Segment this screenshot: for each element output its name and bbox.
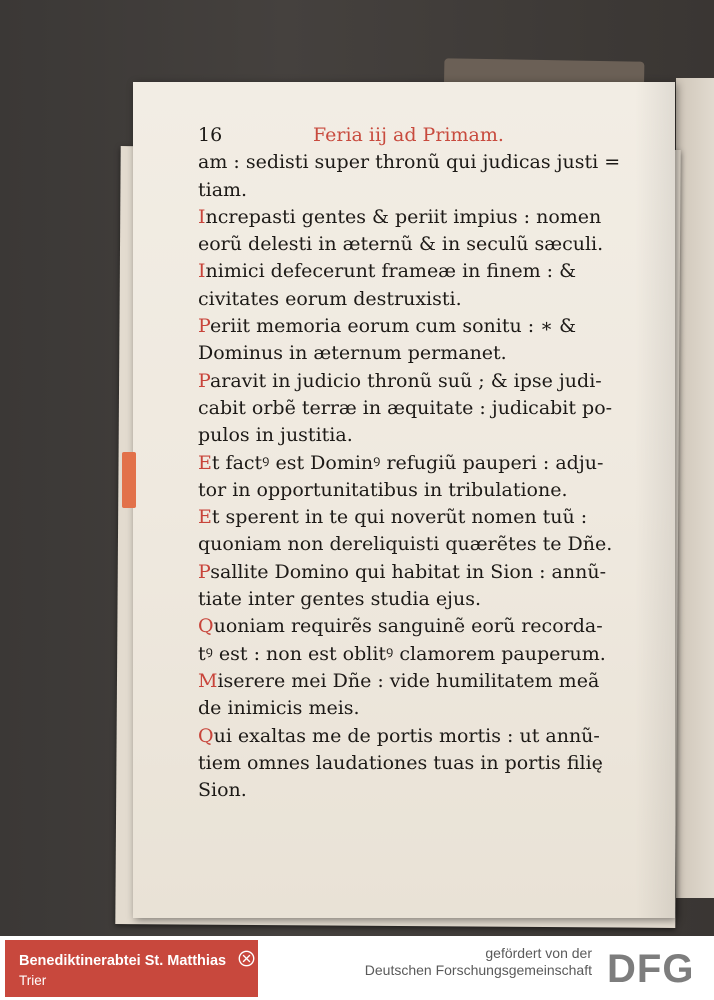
page-header xyxy=(198,122,650,149)
rubricated-initial: M xyxy=(198,669,218,692)
rubricated-initial: P xyxy=(198,315,210,338)
text-line xyxy=(198,777,650,804)
funding-line-2: Deutschen Forschungsgemeinschaft xyxy=(364,962,592,978)
text-line xyxy=(198,613,650,640)
rubricated-initial: E xyxy=(198,451,212,474)
text-line xyxy=(198,422,650,449)
text-line xyxy=(198,286,650,313)
institution-box[interactable] xyxy=(5,940,258,997)
rubricated-initial: E xyxy=(198,506,212,529)
line-text: am : sedisti super thronũ qui judicas justi = xyxy=(198,151,621,174)
text-line xyxy=(198,723,650,750)
line-text: ui exaltas me de portis mortis : ut annũ- xyxy=(213,724,600,747)
page-number: 16 xyxy=(198,124,223,146)
rubricated-initial: Q xyxy=(198,615,214,638)
text-line xyxy=(198,340,650,367)
rubricated-initial: I xyxy=(198,260,206,283)
line-text: de inimicis meis. xyxy=(198,697,360,720)
text-lines xyxy=(198,149,650,804)
text-line xyxy=(198,313,650,340)
line-text: t sperent in te qui noverũt nomen tuũ : xyxy=(211,506,588,529)
text-line xyxy=(198,559,650,586)
dfg-logo[interactable]: DFG xyxy=(607,947,695,991)
text-line xyxy=(198,231,650,258)
rubricated-initial: Q xyxy=(198,724,214,747)
line-text: t factꝰ est Dominꝰ refugiũ pauperi : adju- xyxy=(211,451,604,474)
text-line xyxy=(198,668,650,695)
institution-city: Trier xyxy=(19,973,47,988)
line-text: nimici defecerunt frameæ in finem : & xyxy=(205,260,576,283)
line-text: tiem omnes laudationes tuas in portis filię xyxy=(198,751,603,774)
page-text xyxy=(198,122,650,804)
text-line xyxy=(198,504,650,531)
rubricated-initial: P xyxy=(198,560,211,583)
line-text: ncrepasti gentes & periit impius : nomen xyxy=(205,205,602,228)
text-line xyxy=(198,750,650,777)
text-line xyxy=(198,368,650,395)
line-text: tor in opportunitatibus in tribulatione. xyxy=(198,478,568,501)
text-line xyxy=(198,586,650,613)
text-line xyxy=(198,450,650,477)
line-text: Sion. xyxy=(198,779,247,802)
line-text: eorũ delesti in æternũ & in seculũ sæculi. xyxy=(198,233,604,256)
funding-note xyxy=(365,945,592,979)
line-text: pulos in justitia. xyxy=(198,424,353,447)
institution-name: Benediktinerabtei St. Matthias xyxy=(19,953,227,969)
line-text: Dominus in æternum permanet. xyxy=(198,342,507,365)
text-line xyxy=(198,258,650,285)
line-text: uoniam requirẽs sanguinẽ eorũ recorda- xyxy=(213,615,603,638)
line-text: tiate inter gentes studia ejus. xyxy=(198,588,481,611)
text-line xyxy=(198,149,650,176)
line-text: tꝰ est : non est oblitꝰ clamorem pauperum. xyxy=(198,642,606,665)
rubricated-initial: P xyxy=(198,369,210,392)
text-line xyxy=(198,204,650,231)
page-marker-tab xyxy=(122,452,136,508)
line-text: aravit in judicio thronũ suũ ; & ipse judi- xyxy=(209,369,602,392)
text-line xyxy=(198,531,650,558)
text-line xyxy=(198,695,650,722)
footer-banner xyxy=(0,936,714,1000)
text-line xyxy=(198,477,650,504)
line-text: eriit memoria eorum cum sonitu : ∗ & xyxy=(209,315,577,338)
line-text: tiam. xyxy=(198,178,248,201)
line-text: civitates eorum destruxisti. xyxy=(198,287,462,310)
funding-line-1: gefördert von der xyxy=(485,945,592,961)
line-text: sallite Domino qui habitat in Sion : annũ- xyxy=(210,560,607,583)
facing-page-edge xyxy=(676,78,714,898)
abbey-emblem-icon xyxy=(238,950,255,967)
text-line xyxy=(198,177,650,204)
running-title: Feria iij ad Primam. xyxy=(313,124,504,146)
text-line xyxy=(198,641,650,668)
text-line xyxy=(198,395,650,422)
line-text: iserere mei Dñe : vide humilitatem meã xyxy=(217,669,600,692)
line-text: cabit orbẽ terræ in æquitate : judicabit po- xyxy=(198,396,613,419)
rubricated-initial: I xyxy=(198,205,206,228)
line-text: quoniam non dereliquisti quærẽtes te Dñe. xyxy=(198,533,613,556)
